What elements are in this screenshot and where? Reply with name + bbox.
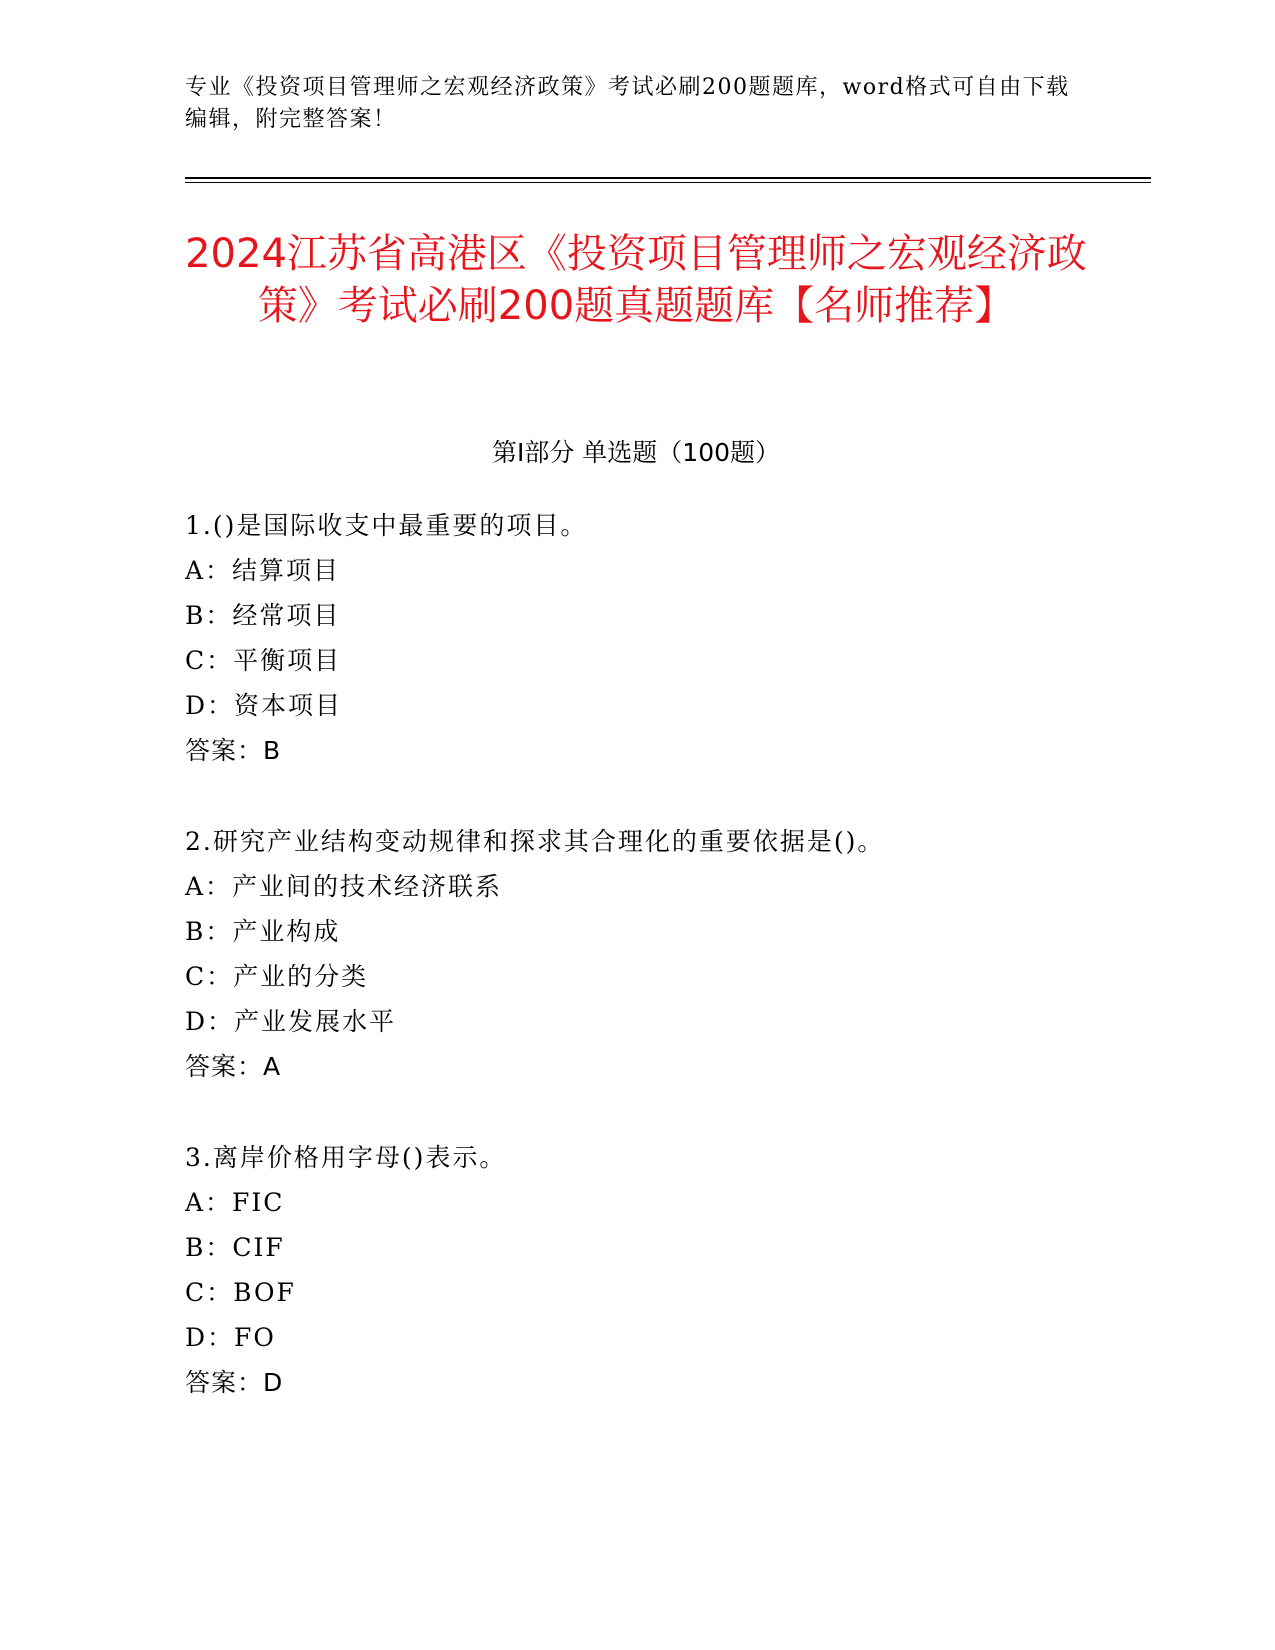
question-stem: 1.()是国际收支中最重要的项目。 — [185, 511, 588, 540]
option-b: B：CIF — [185, 1233, 285, 1262]
option-c: C：BOF — [185, 1278, 296, 1307]
option-a: A：结算项目 — [185, 556, 341, 585]
option-a: A：FIC — [185, 1188, 285, 1217]
option-c: C：平衡项目 — [185, 646, 342, 675]
question-3 — [185, 1135, 1135, 1405]
header-rule-thick — [185, 177, 1151, 179]
question-1 — [185, 503, 1135, 773]
header-rule-thin — [185, 182, 1151, 183]
option-b: B：经常项目 — [185, 601, 341, 630]
option-d: D：资本项目 — [185, 691, 343, 720]
option-c: C：产业的分类 — [185, 962, 369, 991]
answer: 答案：B — [185, 736, 282, 765]
section-heading: 第I部分 单选题（100题） — [491, 438, 781, 467]
document-title: 2024江苏省高港区《投资项目管理师之宏观经济政策》考试必刷200题真题题库【名师推荐】 — [185, 231, 1087, 329]
option-b: B：产业构成 — [185, 917, 341, 946]
answer: 答案：A — [185, 1052, 282, 1081]
option-d: D：FO — [185, 1323, 276, 1352]
answer: 答案：D — [185, 1368, 284, 1397]
header-note: 专业《投资项目管理师之宏观经济政策》考试必刷200题题库，word格式可自由下载编辑，附完整答案！ — [185, 75, 1070, 132]
question-stem: 3.离岸价格用字母()表示。 — [185, 1143, 507, 1172]
option-d: D：产业发展水平 — [185, 1007, 397, 1036]
question-stem: 2.研究产业结构变动规律和探求其合理化的重要依据是()。 — [185, 827, 885, 856]
option-a: A：产业间的技术经济联系 — [185, 872, 503, 901]
question-2 — [185, 819, 1135, 1089]
